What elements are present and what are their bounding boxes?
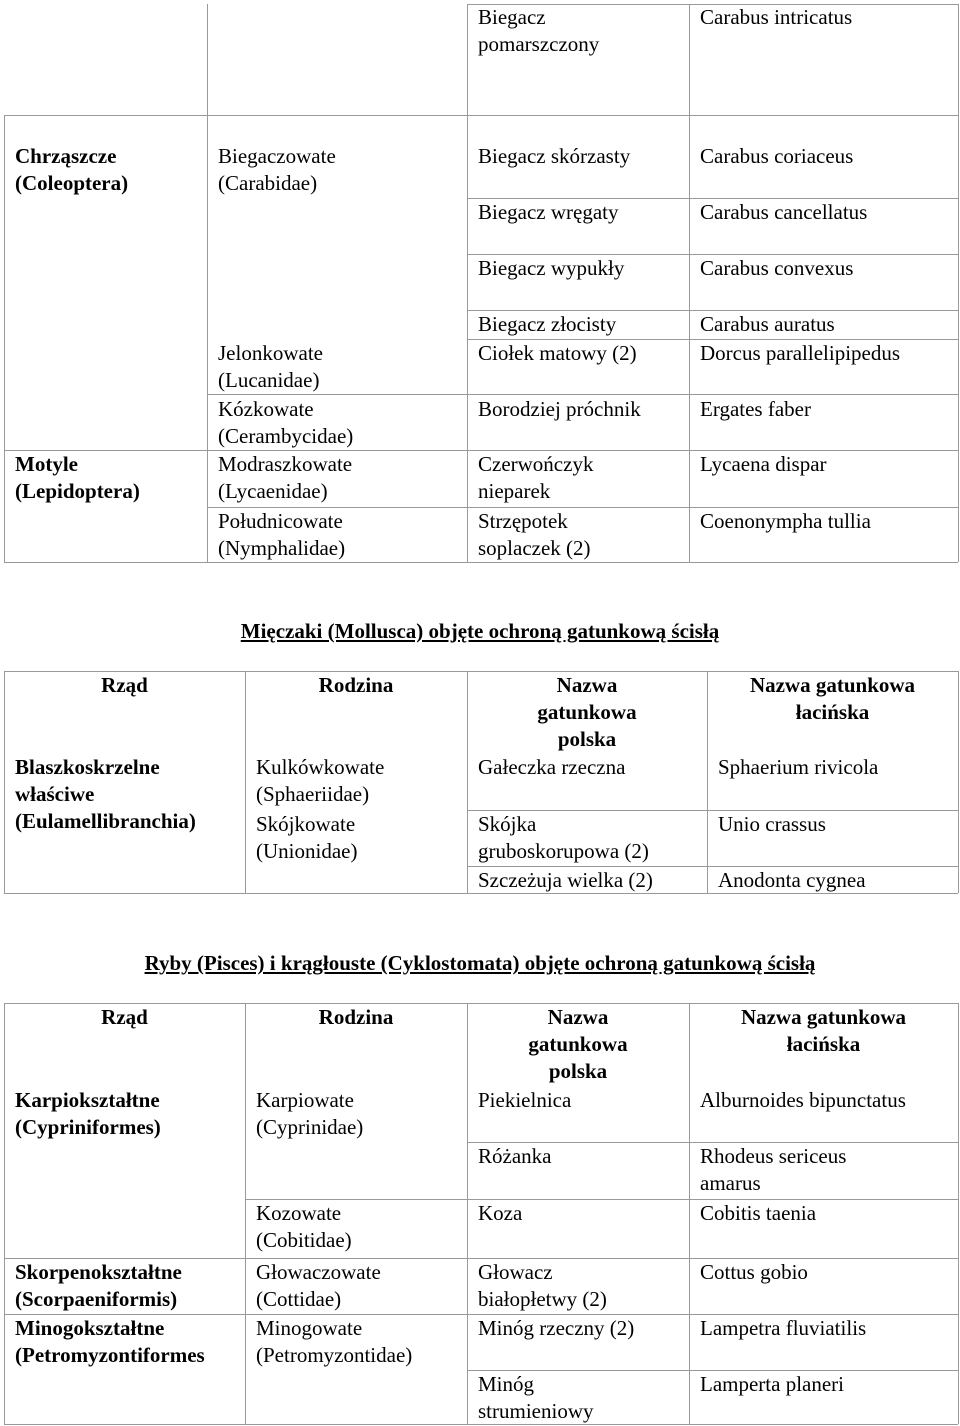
species-polish: Skójka gruboskorupowa (2) xyxy=(478,812,649,863)
species-polish: Gałeczka rzeczna xyxy=(478,755,626,779)
species-polish: Biegacz złocisty xyxy=(478,312,617,336)
species-latin: Ergates faber xyxy=(700,397,811,421)
species-polish: Głowacz białopłetwy (2) xyxy=(478,1260,607,1311)
species-polish: Biegacz wypukły xyxy=(478,256,625,280)
species-latin: Unio crassus xyxy=(718,812,826,836)
order-cell: Blaszkoskrzelne właściwe (Eulamellibranchia) xyxy=(15,755,196,833)
order-cell: Karpiokształtne (Cypriniformes) xyxy=(15,1088,161,1139)
species-polish: Biegacz pomarszczony xyxy=(478,5,600,56)
species-polish: Minóg rzeczny (2) xyxy=(478,1316,635,1340)
species-latin: Carabus coriaceus xyxy=(700,144,854,168)
column-header-latin-name: Nazwa gatunkowa łacińska xyxy=(740,1005,907,1056)
column-header-order: Rząd xyxy=(101,673,148,697)
species-latin: Lamperta planeri xyxy=(700,1372,845,1396)
column-header-family: Rodzina xyxy=(318,673,394,697)
species-latin: Cottus gobio xyxy=(700,1260,808,1284)
column-header-family: Rodzina xyxy=(318,1005,394,1029)
order-cell: Skorpenokształtne (Scorpaeniformis) xyxy=(15,1260,182,1311)
species-latin: Sphaerium rivicola xyxy=(718,755,879,779)
family-cell: Skójkowate (Unionidae) xyxy=(256,812,358,863)
family-cell: Modraszkowate (Lycaenidae) xyxy=(218,452,353,503)
family-cell: Biegaczowate (Carabidae) xyxy=(218,144,336,195)
species-polish: Biegacz wręgaty xyxy=(478,200,619,224)
column-header-latin-name: Nazwa gatunkowa łacińska xyxy=(749,673,916,724)
species-polish: Szczeżuja wielka (2) xyxy=(478,868,653,892)
species-polish: Różanka xyxy=(478,1144,552,1168)
column-header-polish-name: Nazwa gatunkowa polska xyxy=(528,1005,628,1083)
order-cell: Motyle (Lepidoptera) xyxy=(15,452,140,503)
mollusca-title: Mięczaki (Mollusca) objęte ochroną gatunkową ścisłą xyxy=(240,619,720,643)
species-latin: Coenonympha tullia xyxy=(700,509,871,533)
family-cell: Minogowate (Petromyzontidae) xyxy=(256,1316,413,1367)
species-polish: Ciołek matowy (2) xyxy=(478,341,637,365)
species-latin: Carabus convexus xyxy=(700,256,854,280)
family-cell: Południcowate (Nymphalidae) xyxy=(218,509,346,560)
family-cell: Kózkowate (Cerambycidae) xyxy=(218,397,354,448)
species-latin: Lampetra fluviatilis xyxy=(700,1316,867,1340)
species-latin: Dorcus parallelipipedus xyxy=(700,341,901,365)
pisces-title: Ryby (Pisces) i krągłouste (Cyklostomata) objęte ochroną gatunkową ścisłą xyxy=(144,951,816,975)
species-polish: Borodziej próchnik xyxy=(478,397,641,421)
family-cell: Jelonkowate (Lucanidae) xyxy=(218,341,323,392)
species-polish: Piekielnica xyxy=(478,1088,572,1112)
species-latin: Carabus cancellatus xyxy=(700,200,868,224)
species-latin: Rhodeus sericeus amarus xyxy=(700,1144,847,1195)
species-polish: Koza xyxy=(478,1201,523,1225)
family-cell: Karpiowate (Cyprinidae) xyxy=(256,1088,364,1139)
species-latin: Alburnoides bipunctatus xyxy=(700,1088,906,1112)
order-cell: Chrząszcze (Coleoptera) xyxy=(15,144,129,195)
order-cell: Minogokształtne (Petromyzontiformes xyxy=(15,1316,205,1367)
species-polish: Czerwończyk nieparek xyxy=(478,452,594,503)
species-polish: Strzępotek soplaczek (2) xyxy=(478,509,591,560)
column-header-polish-name: Nazwa gatunkowa polska xyxy=(537,673,637,751)
species-polish: Minóg strumieniowy xyxy=(478,1372,594,1423)
column-header-order: Rząd xyxy=(101,1005,148,1029)
species-latin: Carabus intricatus xyxy=(700,5,853,29)
family-cell: Kozowate (Cobitidae) xyxy=(256,1201,352,1252)
species-latin: Lycaena dispar xyxy=(700,452,827,476)
species-latin: Carabus auratus xyxy=(700,312,835,336)
species-latin: Anodonta cygnea xyxy=(718,868,866,892)
species-polish: Biegacz skórzasty xyxy=(478,144,631,168)
family-cell: Kulkówkowate (Sphaeriidae) xyxy=(256,755,385,806)
species-latin: Cobitis taenia xyxy=(700,1201,817,1225)
family-cell: Głowaczowate (Cottidae) xyxy=(256,1260,381,1311)
